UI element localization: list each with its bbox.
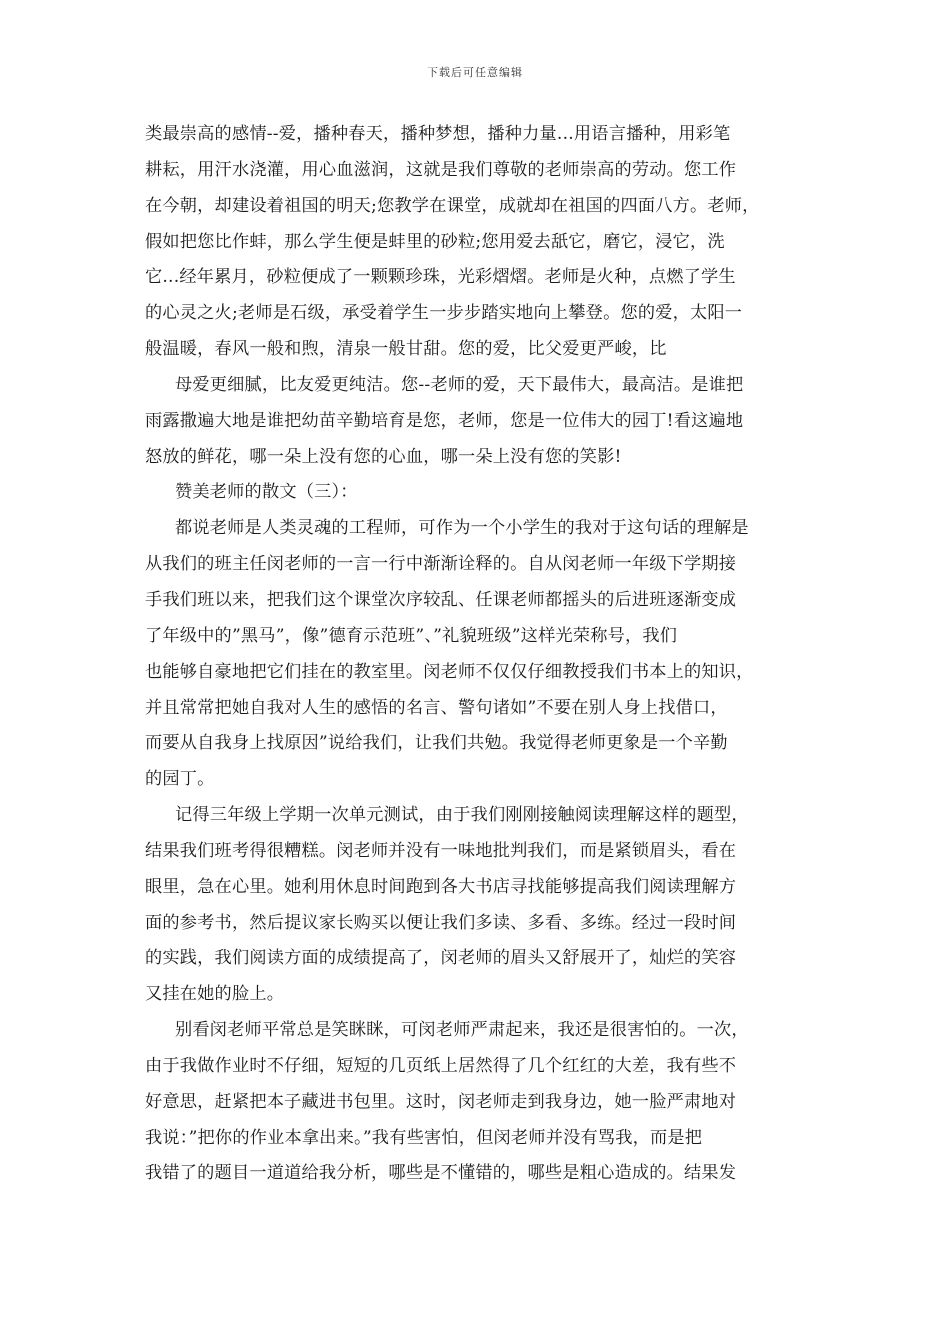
text-line: 的园丁。 [145, 769, 215, 790]
text-line: 怒放的鲜花，哪一朵上没有您的心血，哪一朵上没有您的笑影! [145, 446, 622, 467]
text-line: 类最崇高的感情--爱，播种春天，播种梦想，播种力量...用语言播种，用彩笔 [145, 124, 731, 144]
text-line: 我说：”把你的作业本拿出来。”我有些害怕，但闵老师并没有骂我，而是把 [145, 1127, 703, 1148]
text-line: 别看闵老师平常总是笑眯眯，可闵老师严肃起来，我还是很害怕的。一次， [175, 1020, 749, 1041]
text-line: 又挂在她的脸上。 [145, 984, 285, 1005]
text-line: 而要从自我身上找原因”说给我们，让我们共勉。我觉得老师更象是一个辛勤 [145, 733, 728, 754]
text-line: 并且常常把她自我对人生的感悟的名言、警句诸如”不要在别人身上找借口， [145, 697, 728, 718]
text-line: 母爱更细腻，比友爱更纯洁。您--老师的爱，天下最伟大，最高洁。是谁把 [175, 374, 744, 395]
text-line: 我错了的题目一道道给我分析，哪些是不懂错的，哪些是粗心造成的。结果发 [145, 1163, 737, 1184]
text-line: 的实践，我们阅读方面的成绩提高了，闵老师的眉头又舒展开了，灿烂的笑容 [145, 948, 737, 969]
text-line: 在今朝，却建设着祖国的明天;您教学在课堂，成就却在祖国的四面八方。老师， [145, 195, 760, 216]
text-line: 般温暖，春风一般和煦，清泉一般甘甜。您的爱，比父爱更严峻，比 [145, 339, 667, 360]
text-line: 耕耘，用汗水浇灌，用心血滋润，这就是我们尊敬的老师崇高的劳动。您工作 [145, 159, 737, 180]
text-line: 雨露撒遍大地是谁把幼苗辛勤培育是您，老师，您是一位伟大的园丁!看这遍地 [145, 410, 744, 431]
text-line: 手我们班以来，把我们这个课堂次序较乱、任课老师都摇头的后进班逐渐变成 [145, 589, 737, 610]
text-line: 记得三年级上学期一次单元测试，由于我们刚刚接触阅读理解这样的题型， [175, 805, 749, 826]
text-line: 了年级中的”黑马”，像”德育示范班”、”礼貌班级”这样光荣称号，我们 [145, 625, 678, 646]
text-line: 好意思，赶紧把本子藏进书包里。这时，闵老师走到我身边，她一脸严肃地对 [145, 1091, 737, 1112]
text-line: 它...经年累月，砂粒便成了一颗颗珍珠，光彩熠熠。老师是火种，点燃了学生 [145, 267, 736, 288]
text-line: 的心灵之火;老师是石级，承受着学生一步步踏实地向上攀登。您的爱，太阳一 [145, 303, 743, 324]
text-line: 眼里，急在心里。她利用休息时间跑到各大书店寻找能够提高我们阅读理解方 [145, 876, 737, 897]
page-header-note: 下载后可任意编辑 [427, 66, 523, 79]
section-heading: 赞美老师的散文（三）： [175, 482, 358, 503]
text-line: 也能够自豪地把它们挂在的教室里。闵老师不仅仅仔细教授我们书本上的知识， [145, 661, 754, 682]
document-body [145, 117, 810, 1192]
text-line: 面的参考书，然后提议家长购买以便让我们多读、多看、多练。经过一段时间 [145, 912, 737, 933]
text-line: 假如把您比作蚌，那么学生便是蚌里的砂粒;您用爱去舐它，磨它，浸它，洗 [145, 231, 725, 252]
text-line: 都说老师是人类灵魂的工程师，可作为一个小学生的我对于这句话的理解是 [175, 518, 749, 539]
text-line: 从我们的班主任闵老师的一言一行中渐渐诠释的。自从闵老师一年级下学期接 [145, 554, 737, 575]
text-line: 结果我们班考得很糟糕。闵老师并没有一味地批判我们，而是紧锁眉头，看在 [145, 840, 737, 861]
text-line: 由于我做作业时不仔细，短短的几页纸上居然得了几个红红的大差，我有些不 [145, 1055, 737, 1076]
